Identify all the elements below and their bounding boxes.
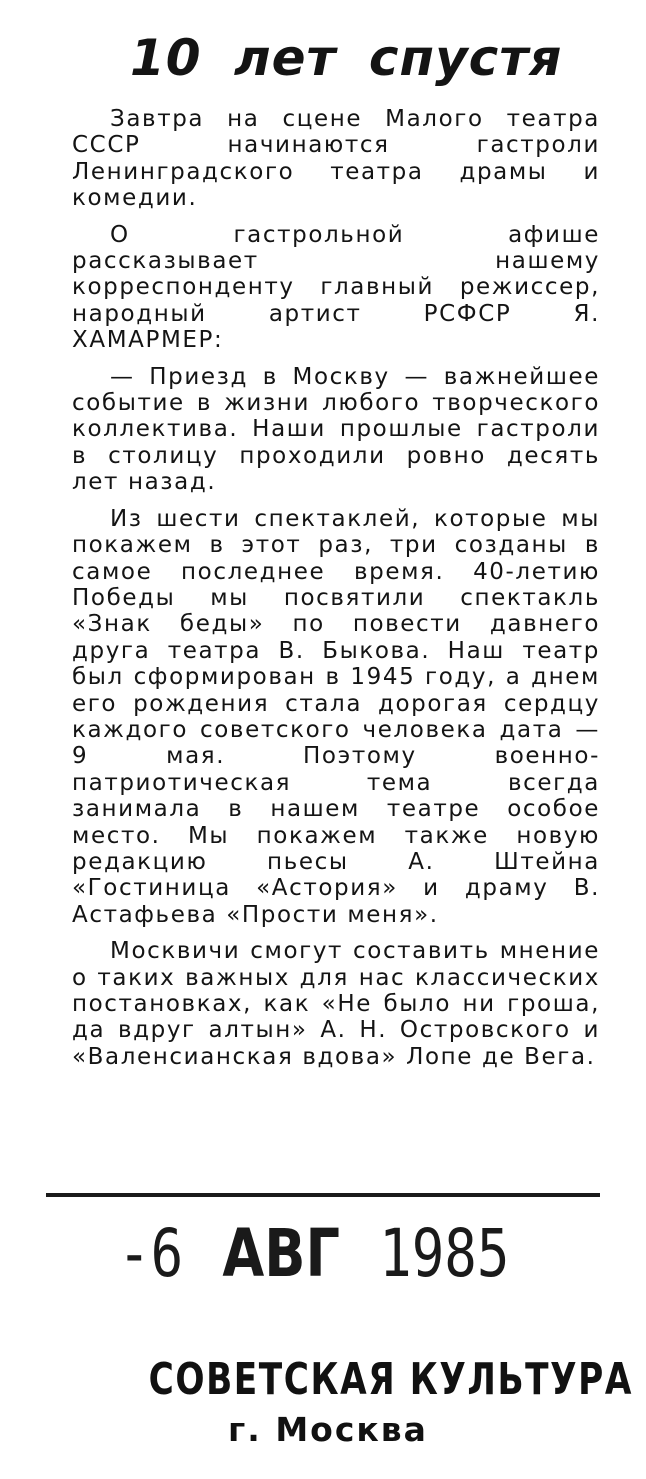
article-headline: 10 лет спустя xyxy=(130,29,563,87)
date-stamp-month: АВГ xyxy=(222,1215,340,1292)
article-body xyxy=(72,106,600,1070)
source-newspaper-name: СОВЕТСКАЯ КУЛЬТУРА xyxy=(148,1354,634,1405)
article-paragraph: — Приезд в Москву — важнейшее событие в жизни любого творческого коллектива. Наши прошлые гастроли в столицу проходили ровно десять лет назад. xyxy=(72,363,600,496)
date-stamp-dash: - xyxy=(118,1215,151,1292)
date-stamp-year: 1985 xyxy=(379,1215,510,1292)
date-stamp xyxy=(118,1212,510,1296)
date-stamp-day: 6 xyxy=(150,1215,184,1292)
article-paragraph: Москвичи смогут составить мнение о таких важных для нас классических постановках, как «Не было ни гроша, да вдруг алтын» А. Н. Островского и «Валенсианская вдова» Лопе де Вега. xyxy=(72,938,600,1070)
source-city: г. Москва xyxy=(228,1410,428,1449)
article-paragraph: Завтра на сцене Малого театра СССР начинаются гастроли Ленинградского театра драмы и комедии. xyxy=(72,106,600,212)
article-paragraph: О гастрольной афише рассказывает нашему корреспонденту главный режиссер, народный артист РСФСР Я. ХАМАРМЕР: xyxy=(72,221,600,354)
clipping-divider xyxy=(46,1193,600,1197)
article-paragraph: Из шести спектаклей, которые мы покажем в этот раз, три созданы в самое последнее время. 40-летию Победы мы посвятили спектакль «Знак беды» по повести давнего друга театра В. Быкова. Наш театр был сформирован в 1945 году, а днем его рождения стала дорогая сердцу каждого советского человека дата — 9 мая. Поэтому военно-патриотическая тема всегда занимала в нашем театре особое место. Мы покажем также новую редакцию пьесы А. Штейна «Гостиница «Астория» и драму В. Астафьева «Прости меня». xyxy=(72,505,600,928)
source-stamp xyxy=(98,1352,634,1452)
